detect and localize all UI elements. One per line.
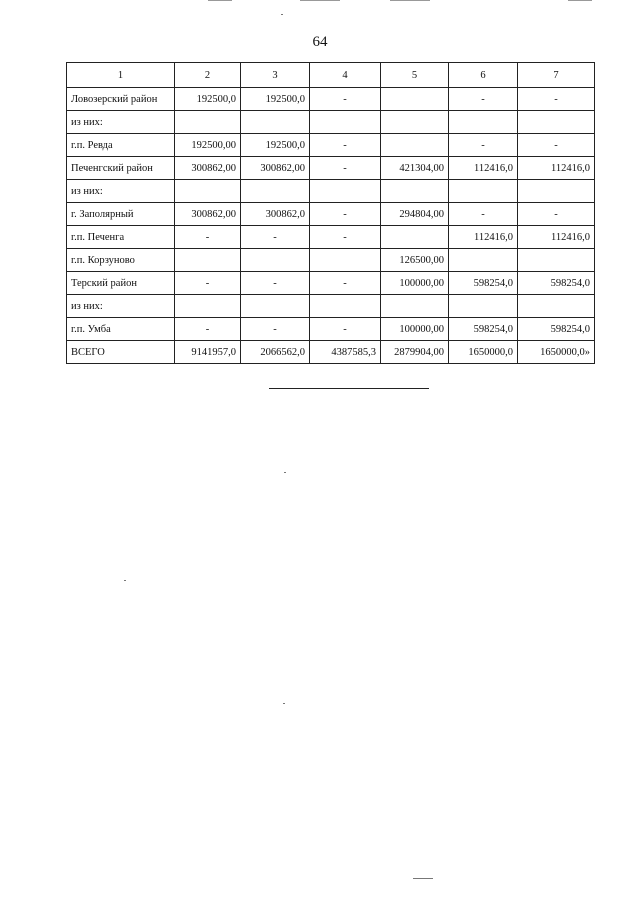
table-cell: 1650000,0 [449, 341, 518, 364]
table-row [67, 341, 595, 364]
column-header: 2 [175, 63, 241, 88]
scan-speck [284, 472, 286, 473]
table-row [67, 295, 595, 318]
table-cell [175, 180, 241, 203]
scan-mark [390, 0, 430, 1]
table-cell: - [449, 134, 518, 157]
table-cell [518, 111, 595, 134]
table-row [67, 111, 595, 134]
table-cell [449, 180, 518, 203]
table-cell: 598254,0 [449, 318, 518, 341]
table-cell [449, 111, 518, 134]
table-cell: - [310, 157, 381, 180]
row-label: из них: [67, 180, 175, 203]
table-cell [310, 295, 381, 318]
table-cell: 2066562,0 [241, 341, 310, 364]
table-cell [310, 180, 381, 203]
scan-speck [283, 703, 285, 704]
row-label: ВСЕГО [67, 341, 175, 364]
header-row [67, 63, 595, 88]
table-cell [241, 295, 310, 318]
column-header: 7 [518, 63, 595, 88]
table-cell: 1650000,0» [518, 341, 595, 364]
table-cell [381, 88, 449, 111]
row-label: Печенгский район [67, 157, 175, 180]
table-cell: - [449, 203, 518, 226]
table-cell [518, 180, 595, 203]
table-cell: 598254,0 [518, 272, 595, 295]
table-cell [241, 249, 310, 272]
data-table [66, 62, 595, 364]
table-cell: 112416,0 [449, 226, 518, 249]
table-row [67, 180, 595, 203]
table-cell: - [241, 272, 310, 295]
row-label: Ловозерский район [67, 88, 175, 111]
table-cell [241, 111, 310, 134]
table-cell: 4387585,3 [310, 341, 381, 364]
table-cell: - [310, 226, 381, 249]
table-cell: - [518, 203, 595, 226]
table-cell: 192500,0 [175, 88, 241, 111]
table-cell: 294804,00 [381, 203, 449, 226]
column-header: 6 [449, 63, 518, 88]
table-row [67, 88, 595, 111]
closing-rule [269, 388, 429, 389]
table-cell: 112416,0 [518, 226, 595, 249]
table-cell [310, 111, 381, 134]
table-cell: 598254,0 [449, 272, 518, 295]
table-cell: 598254,0 [518, 318, 595, 341]
table-cell: 192500,0 [241, 134, 310, 157]
table-cell [381, 180, 449, 203]
table-cell: - [241, 318, 310, 341]
table-cell: 2879904,00 [381, 341, 449, 364]
row-label: г.п. Умба [67, 318, 175, 341]
table-row [67, 203, 595, 226]
table-cell [241, 180, 310, 203]
row-label: Терский район [67, 272, 175, 295]
scan-speck [124, 580, 126, 581]
column-header: 5 [381, 63, 449, 88]
table-cell [381, 111, 449, 134]
table-cell: 100000,00 [381, 272, 449, 295]
scan-mark [208, 0, 232, 1]
table-cell: - [518, 88, 595, 111]
scan-speck [281, 14, 283, 15]
table-row [67, 226, 595, 249]
page-number: 64 [312, 34, 328, 50]
table-cell: 300862,00 [175, 157, 241, 180]
column-header: 1 [67, 63, 175, 88]
table-cell: - [518, 134, 595, 157]
row-label: г.п. Корзуново [67, 249, 175, 272]
table-cell [518, 295, 595, 318]
table-cell: 112416,0 [449, 157, 518, 180]
table-cell: 112416,0 [518, 157, 595, 180]
table-cell: 100000,00 [381, 318, 449, 341]
scan-mark [413, 878, 433, 879]
table-row [67, 157, 595, 180]
row-label: г.п. Печенга [67, 226, 175, 249]
table-cell: - [449, 88, 518, 111]
table-cell: 421304,00 [381, 157, 449, 180]
row-label: г.п. Ревда [67, 134, 175, 157]
table-cell [175, 111, 241, 134]
table-cell [175, 295, 241, 318]
table-cell: - [175, 272, 241, 295]
table-cell: 192500,0 [241, 88, 310, 111]
table-cell: - [175, 226, 241, 249]
column-header: 3 [241, 63, 310, 88]
table-cell: 192500,00 [175, 134, 241, 157]
table-row [67, 318, 595, 341]
table-cell: 300862,00 [241, 157, 310, 180]
table-cell: - [310, 134, 381, 157]
table-cell: 9141957,0 [175, 341, 241, 364]
column-header: 4 [310, 63, 381, 88]
row-label: из них: [67, 111, 175, 134]
table-cell [449, 249, 518, 272]
table-cell [381, 134, 449, 157]
table-cell: 300862,00 [175, 203, 241, 226]
scan-mark [568, 0, 592, 1]
table-cell: 300862,0 [241, 203, 310, 226]
table-cell: - [175, 318, 241, 341]
table-cell [518, 249, 595, 272]
table-cell: - [310, 88, 381, 111]
table-cell [175, 249, 241, 272]
table-cell: - [310, 318, 381, 341]
table-cell [310, 249, 381, 272]
table-cell [381, 295, 449, 318]
table-row [67, 134, 595, 157]
table-cell: - [310, 203, 381, 226]
scan-mark [300, 0, 340, 1]
table-cell [449, 295, 518, 318]
table-row [67, 249, 595, 272]
row-label: г. Заполярный [67, 203, 175, 226]
table-cell [381, 226, 449, 249]
table-cell: - [241, 226, 310, 249]
table-cell: 126500,00 [381, 249, 449, 272]
table-cell: - [310, 272, 381, 295]
table-row [67, 272, 595, 295]
table-body [67, 88, 595, 364]
row-label: из них: [67, 295, 175, 318]
